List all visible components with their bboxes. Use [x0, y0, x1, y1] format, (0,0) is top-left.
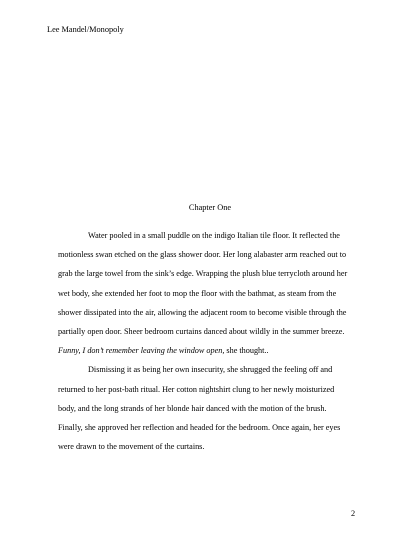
italic-thought: Funny, I don’t remember leaving the window open,	[58, 346, 225, 356]
thought-attribution: she thought..	[224, 346, 269, 356]
paragraph-1-line-5: shower dissipated into the air, allowing the adjacent room to become visible through the	[58, 307, 347, 317]
paragraph-2-line-1: Dismissing it as being her own insecurity, she shrugged the feeling off and	[88, 365, 333, 375]
paragraph-1-line-7	[58, 341, 347, 360]
paragraph-2-line-3: body, and the long strands of her blonde hair danced with the motion of the brush.	[58, 403, 327, 413]
paragraph-2-line-4: Finally, she approved her reflection and headed for the bedroom. Once again, her eyes	[58, 422, 341, 432]
paragraph-1-line-2: motionless swan etched on the glass shower door. Her long alabaster arm reached out to	[58, 250, 347, 260]
paragraph-2-line-2: returned to her post-bath ritual. Her cotton nightshirt clung to her newly moisturized	[58, 384, 335, 394]
paragraph-1-line-1: Water pooled in a small puddle on the indigo Italian tile floor. It reflected the	[88, 231, 340, 240]
paragraph-2-line-5: were drawn to the movement of the curtains.	[58, 442, 205, 452]
running-head: Lee Mandel/Monopoly	[47, 25, 124, 34]
paragraph-1-line-4: wet body, she extended her foot to mop the floor with the bathmat, as steam from the	[58, 288, 337, 298]
page-number: 2	[351, 509, 356, 518]
paragraph-1-line-6: partially open door. Sheer bedroom curtains danced about wildly in the summer breeze.	[58, 326, 345, 336]
paragraph-1-line-3: grab the large towel from the sink’s edge. Wrapping the plush blue terrycloth around her	[58, 269, 348, 279]
body-text	[58, 226, 347, 456]
chapter-title: Chapter One	[188, 203, 232, 212]
